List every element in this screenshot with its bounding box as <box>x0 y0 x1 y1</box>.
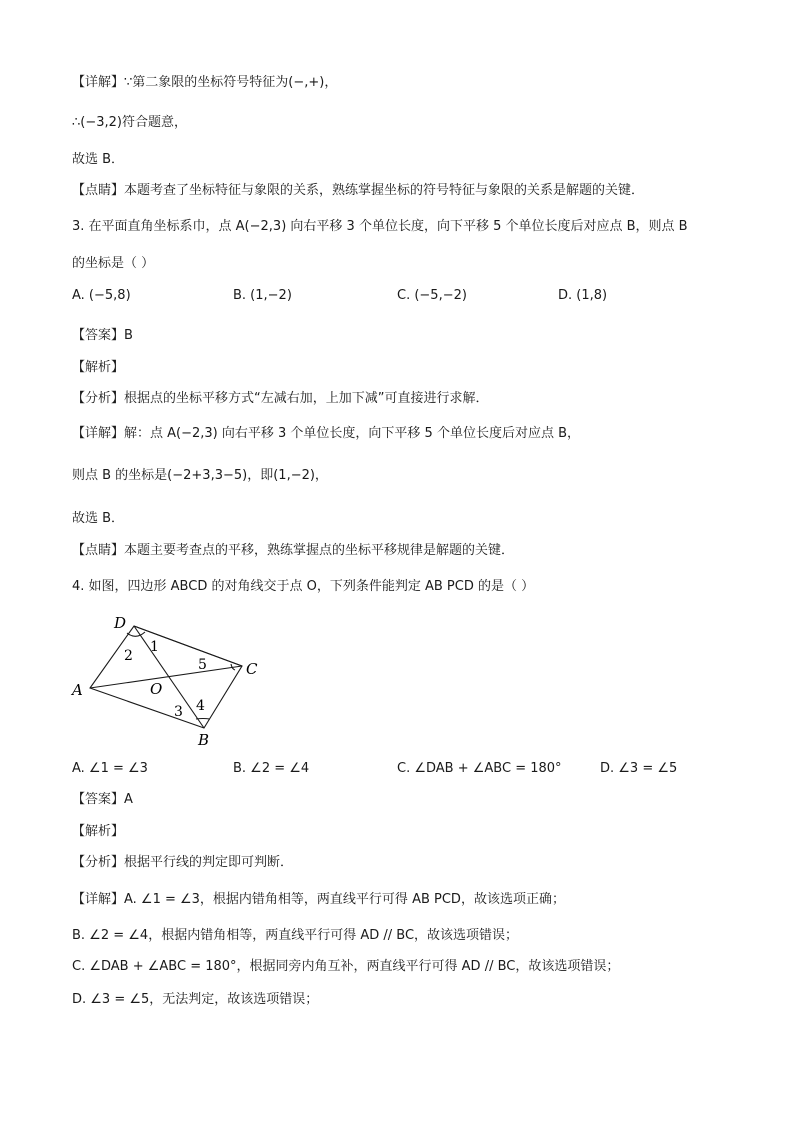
q4-detail-d: D. ∠3 = ∠5，无法判定，故该选项错误； <box>72 992 319 1007</box>
quadrilateral-figure <box>70 608 270 750</box>
q3-comment: 【点睛】本题主要考查点的平移，熟练掌握点的坐标平移规律是解题的关键． <box>72 543 515 558</box>
q4-detail-a: 【详解】A. ∠1 = ∠3，根据内错角相等，两直线平行可得 AB PCD，故该选项正确； <box>72 892 565 907</box>
comment-line: 【点睛】本题考查了坐标特征与象限的关系，熟练掌握坐标的符号特征与象限的关系是解题的关键． <box>72 183 645 198</box>
vertex-label-o: O <box>150 680 163 698</box>
angle-label-4: 4 <box>196 698 205 714</box>
angle-label-1: 1 <box>150 639 159 655</box>
q3-answer: 【答案】B <box>72 328 133 343</box>
diagonal-ac <box>90 666 242 688</box>
detail-line: 【详解】∵第二象限的坐标符号特征为(−,+)， <box>72 75 338 90</box>
angle-arc-b <box>196 719 210 720</box>
q3-analysis: 【分析】根据点的坐标平移方式“左减右加，上加下减”可直接进行求解． <box>72 391 489 406</box>
q3-option-b: B. (1,−2) <box>233 288 292 303</box>
question-4-stem: 4. 如图，四边形 ABCD 的对角线交于点 O，下列条件能判定 AB PCD 的是（ ） <box>72 579 535 594</box>
q3-option-d: D. (1,8) <box>558 288 608 303</box>
q4-detail-b: B. ∠2 = ∠4，根据内错角相等，两直线平行可得 AD // BC，故该选项错误； <box>72 928 519 943</box>
diagonal-bd <box>134 626 204 728</box>
select-line: 故选 B． <box>72 152 125 167</box>
vertex-label-a: A <box>72 681 83 699</box>
angle-label-2: 2 <box>124 648 133 664</box>
q4-analysis-heading: 【解析】 <box>72 824 125 839</box>
q3-detail-1: 【详解】解：点 A(−2,3) 向右平移 3 个单位长度，向下平移 5 个单位长度后对应点 B， <box>72 426 580 441</box>
q3-option-c: C. (−5,−2) <box>397 288 467 303</box>
q3-select: 故选 B． <box>72 511 125 526</box>
vertex-label-c: C <box>246 660 258 678</box>
question-3-stem: 3. 在平面直角坐标系巾，点 A(−2,3) 向右平移 3 个单位长度，向下平移 5 个单位长度后对应点 B，则点 B <box>72 219 688 234</box>
q4-option-d: D. ∠3 = ∠5 <box>600 761 678 776</box>
angle-label-5: 5 <box>198 657 207 673</box>
q4-analysis: 【分析】根据平行线的判定即可判断． <box>72 855 294 870</box>
q4-detail-c: C. ∠DAB + ∠ABC = 180°，根据同旁内角互补，两直线平行可得 AD // BC，故该选项错误； <box>72 959 620 974</box>
q4-option-c: C. ∠DAB + ∠ABC = 180° <box>397 761 562 776</box>
q3-analysis-heading: 【解析】 <box>72 360 125 375</box>
question-3-stem-cont: 的坐标是（ ） <box>72 256 155 271</box>
q3-option-a: A. (−5,8) <box>72 288 131 303</box>
q4-option-a: A. ∠1 = ∠3 <box>72 761 148 776</box>
conclusion-line: ∴(−3,2)符合题意， <box>72 115 187 130</box>
q4-option-b: B. ∠2 = ∠4 <box>233 761 310 776</box>
angle-label-3: 3 <box>174 704 183 720</box>
q4-answer: 【答案】A <box>72 792 133 807</box>
q3-detail-2: 则点 B 的坐标是(−2+3,3−5)，即(1,−2)， <box>72 468 328 483</box>
vertex-label-d: D <box>114 614 127 632</box>
vertex-label-b: B <box>198 731 210 749</box>
